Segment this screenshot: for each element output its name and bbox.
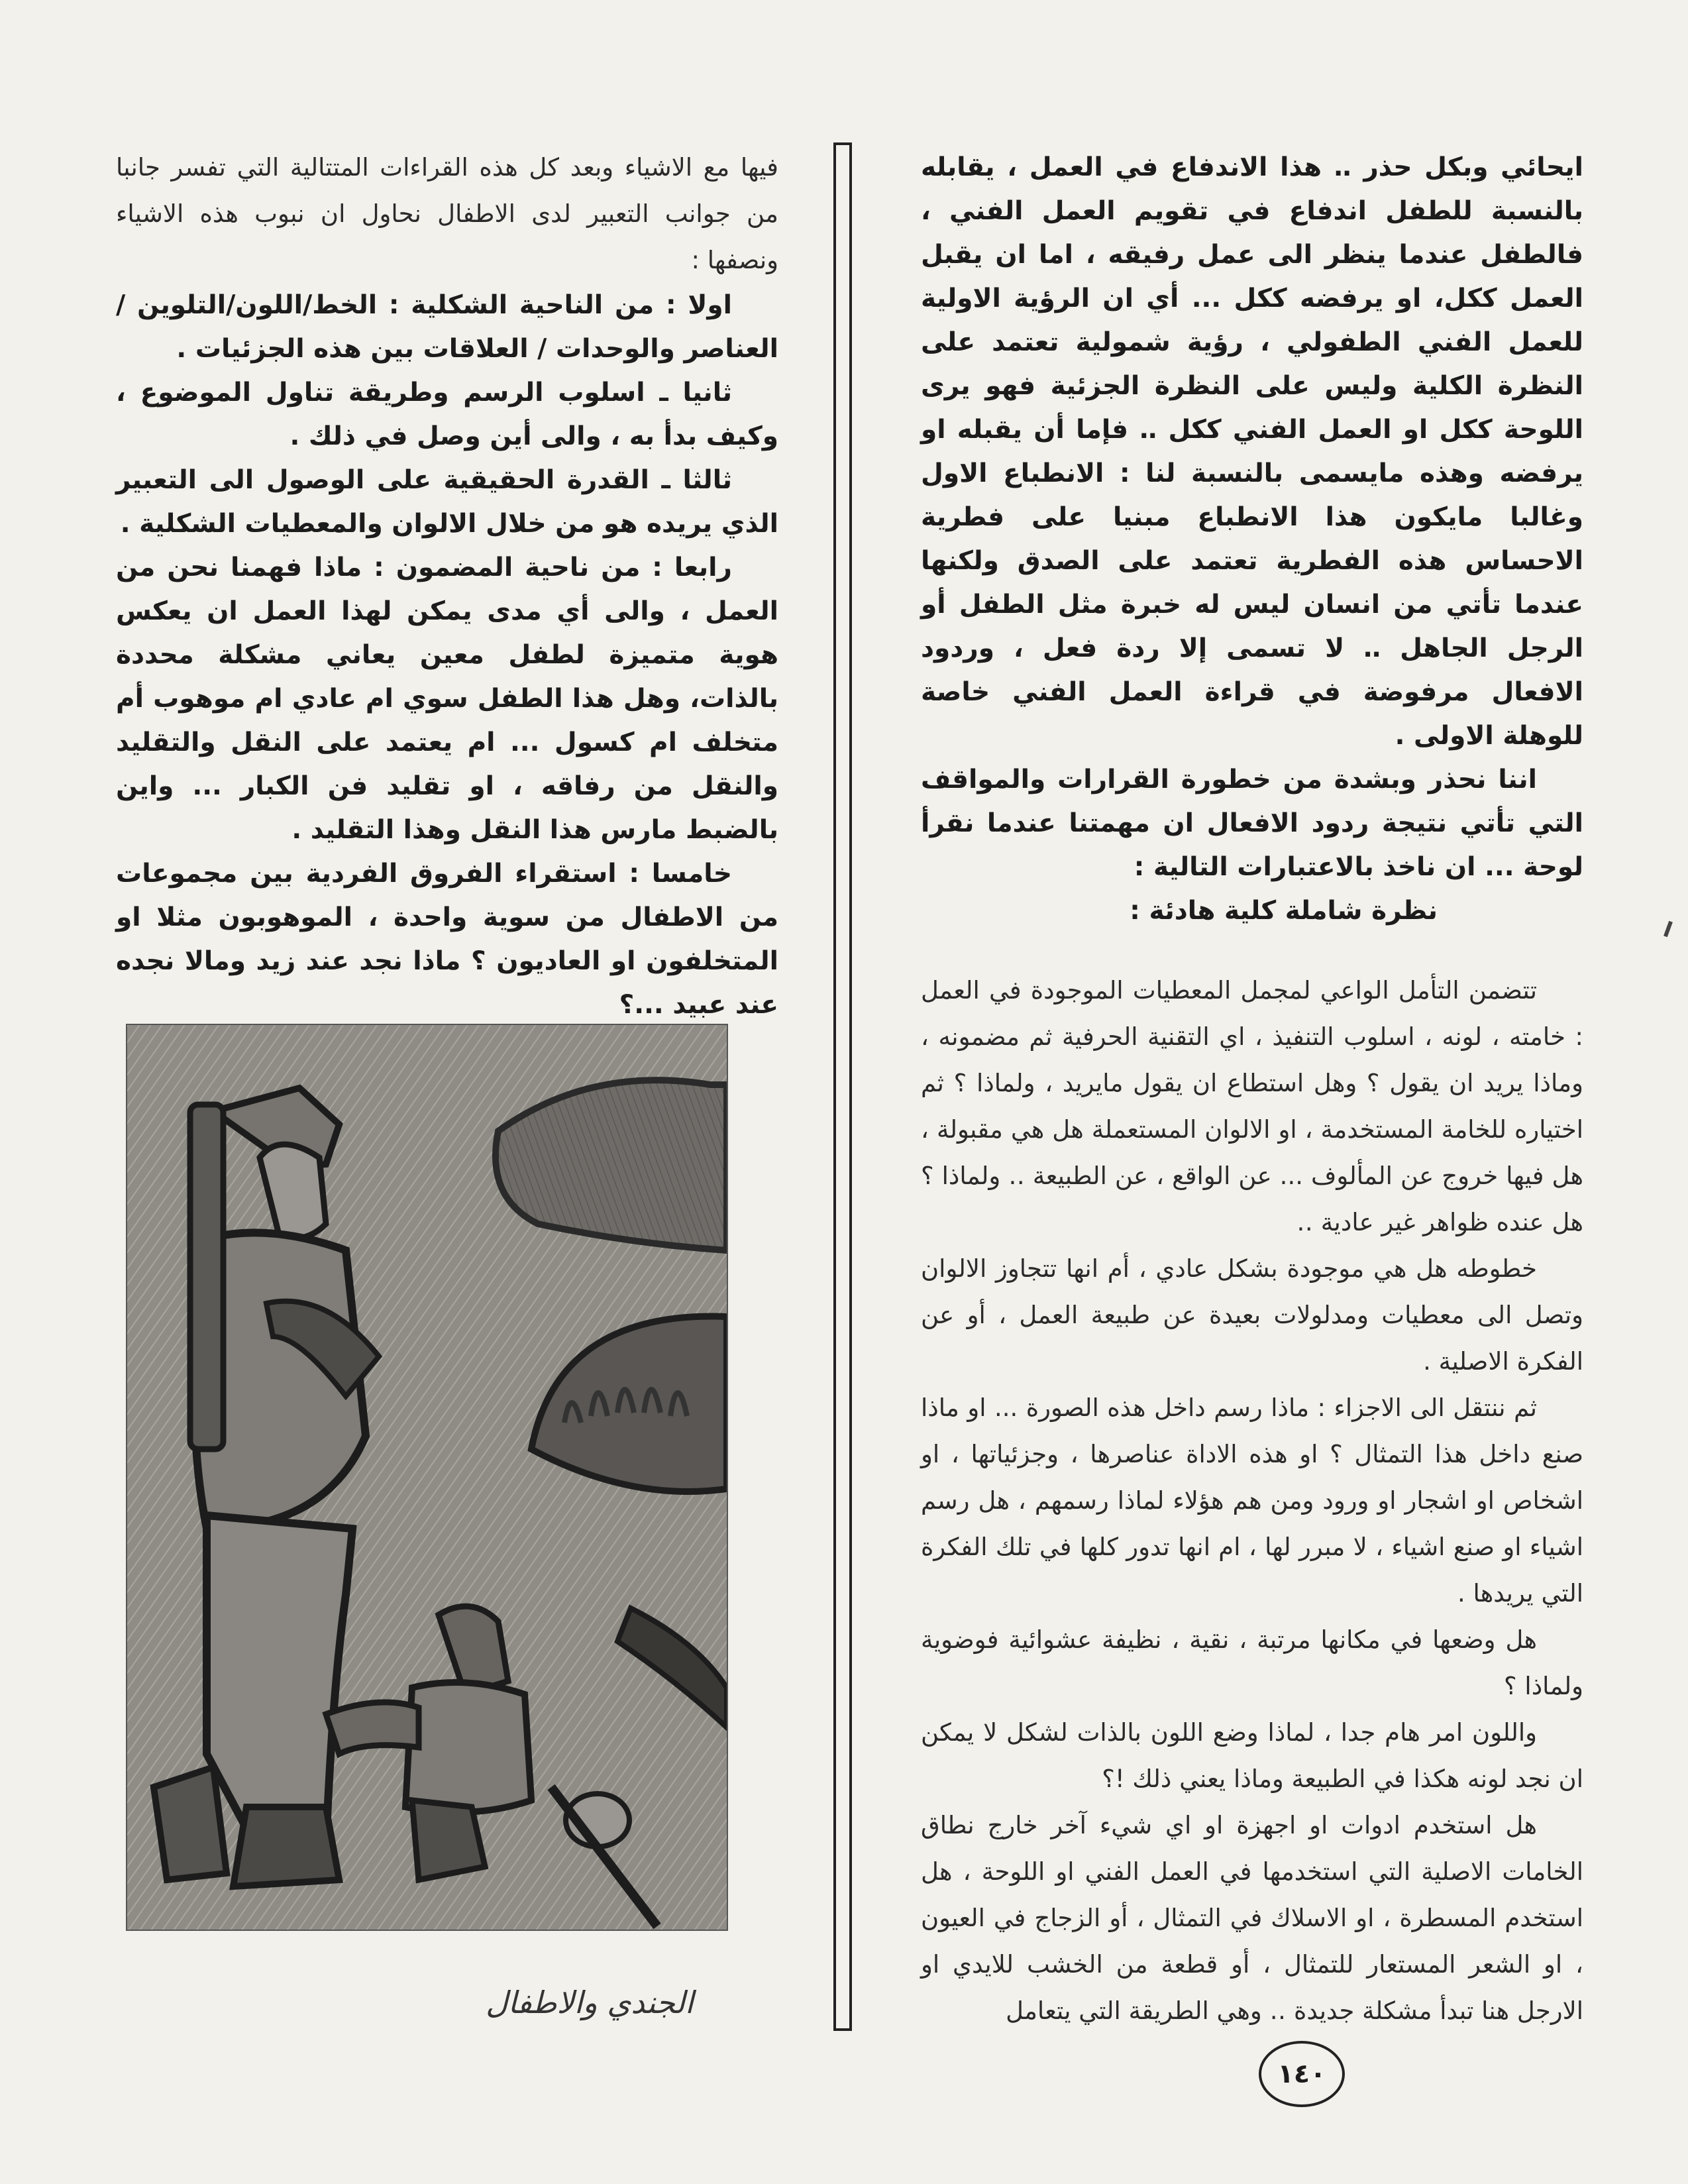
paragraph: فيها مع الاشياء وبعد كل هذه القراءات المتتالية التي تفسر جانبا من جوانب التعبير لدى الاطفال نحاول ان نبوب هذه الاشياء ونصفها : [116,153,778,274]
paragraph: خطوطه هل هي موجودة بشكل عادي ، أم انها تتجاوز الالوان وتصل الى معطيات ومدلولات بعيدة عن طبيعة العمل ، أو عن الفكرة الاصلية . [921,1254,1583,1376]
paragraph: ايحائي وبكل حذر ‥ هذا الاندفاع في العمل ، يقابله بالنسبة للطفل اندفاع في تقويم العمل الفني ، فالطفل عندما ينظر الى عمل رفيقه ، اما ان يقبل العمل ككل، او يرفضه ككل ... أي ان الرؤية الاولية للعمل الفني الطفولي ، رؤية شمولية تعتمد على النظرة الكلية وليس على النظرة الجزئية فهو يرى اللوحة ككل او العمل الفني ككل ‥ فإما أن يقبله او يرفضه وهذه مايسمى بالنسبة لنا : الانطباع الاول وغالبا مايكون هذا الانطباع مبنيا على فطرية الاحساس هذه الفطرية تعتمد على الصدق ولكنها عندما تأتي من انسان ليس له خبرة مثل الطفل أو الرجل الجاهل ‥ لا تسمى إلا ردة فعل ، وردود الافعال مرفوضة في قراءة العمل الفني خاصة للوهلة الاولى . [921,152,1583,751]
paragraph: هل استخدم ادوات او اجهزة او اي شيء آخر خارج نطاق الخامات الاصلية التي استخدمها في العمل الفني او اللوحة ، هل استخدم المسطرة ، او الاسلاك في التمثال ، أو الزجاج في العيون ، او الشعر المستعار للتمثال ، أو قطعة من الخشب للايدي او الارجل هنا تبدأ مشكلة جديدة ‥ وهي الطريقة التي يتعامل [921,1811,1583,2025]
list-item: خامسا : استقراء الفروق الفردية بين مجموعات من الاطفال من سوية واحدة ، الموهوبون مثلا او المتخلفون او العاديون ؟ ماذا نجد عند زيد ومالا نجده عند عبيد ...؟ [116,859,778,1020]
list-item: رابعا : من ناحية المضمون : ماذا فهمنا نحن من العمل ، والى أي مدى يمكن لهذا العمل ان يعكس هوية متميزة لطفل معين يعاني مشكلة محددة بالذات، وهل هذا الطفل سوي ام عادي ام موهوب أم متخلف ام كسول ... ام يعتمد على النقل والتقليد والنقل من رفاقه ، او تقليد فن الكبار ... واين بالضبط مارس هذا النقل وهذا التقليد . [116,553,778,845]
paragraph: واللون امر هام جدا ، لماذا وضع اللون بالذات لشكل لا يمكن ان نجد لونه هكذا في الطبيعة وماذا يعني ذلك !؟ [921,1718,1583,1793]
paragraph: اننا نحذر وبشدة من خطورة القرارات والمواقف التي تأتي نتيجة ردود الافعال ان مهمتنا عندما نقرأ لوحة ... ان ناخذ بالاعتبارات التالية : [921,765,1583,882]
list-item: ثالثا ـ القدرة الحقيقية على الوصول الى التعبير الذي يريده هو من خلال الالوان والمعطيات الشكلية . [116,465,778,539]
drawing-svg [127,1025,727,1930]
child-drawing-image [126,1024,728,1931]
paragraph: تتضمن التأمل الواعي لمجمل المعطيات الموجودة في العمل : خامته ، لونه ، اسلوب التنفيذ ، اي التقنية الحرفية ثم مضمونه ، وماذا يريد ان يقول ؟ وهل استطاع ان يقول مايريد ، ولماذا ؟ ثم اختياره للخامة المستخدمة ، او الالوان المستعملة هل هي مقبولة ، هل فيها خروج عن المألوف ... عن الواقع ، عن الطبيعة ‥ ولماذا ؟ هل عنده ظواهر غير عادية ‥ [921,976,1583,1236]
paragraph: ثم ننتقل الى الاجزاء : ماذا رسم داخل هذه الصورة ... او ماذا صنع داخل هذا التمثال ؟ او هذه الاداة عناصرها ، وجزئياتها ، او اشخاص او اشجار او ورود ومن هم هؤلاء لماذا رسمهم ، هل رسم اشياء او صنع اشياء ، لا مبرر لها ، ام انها تدور كلها في تلك الفكرة التي يريدها . [921,1393,1583,1608]
right-column [921,146,1583,2034]
left-column [116,144,778,1027]
paragraph: هل وضعها في مكانها مرتبة ، نقية ، نظيفة عشوائية فوضوية ولماذا ؟ [921,1625,1583,1700]
page-number: ١٤٠ [1259,2041,1345,2107]
margin-mark [1663,921,1673,938]
figure-caption: الجندي والاطفال [486,1985,694,2020]
column-divider [833,142,852,2031]
list-item: اولا : من الناحية الشكلية : الخط/اللون/التلوين / العناصر والوحدات / العلاقات بين هذه الجزئيات . [116,290,778,364]
list-item: ثانيا ـ اسلوب الرسم وطريقة تناول الموضوع ، وكيف بدأ به ، والى أين وصل في ذلك . [116,378,778,451]
section-subheading: نظرة شاملة كلية هادئة : [1130,896,1438,926]
